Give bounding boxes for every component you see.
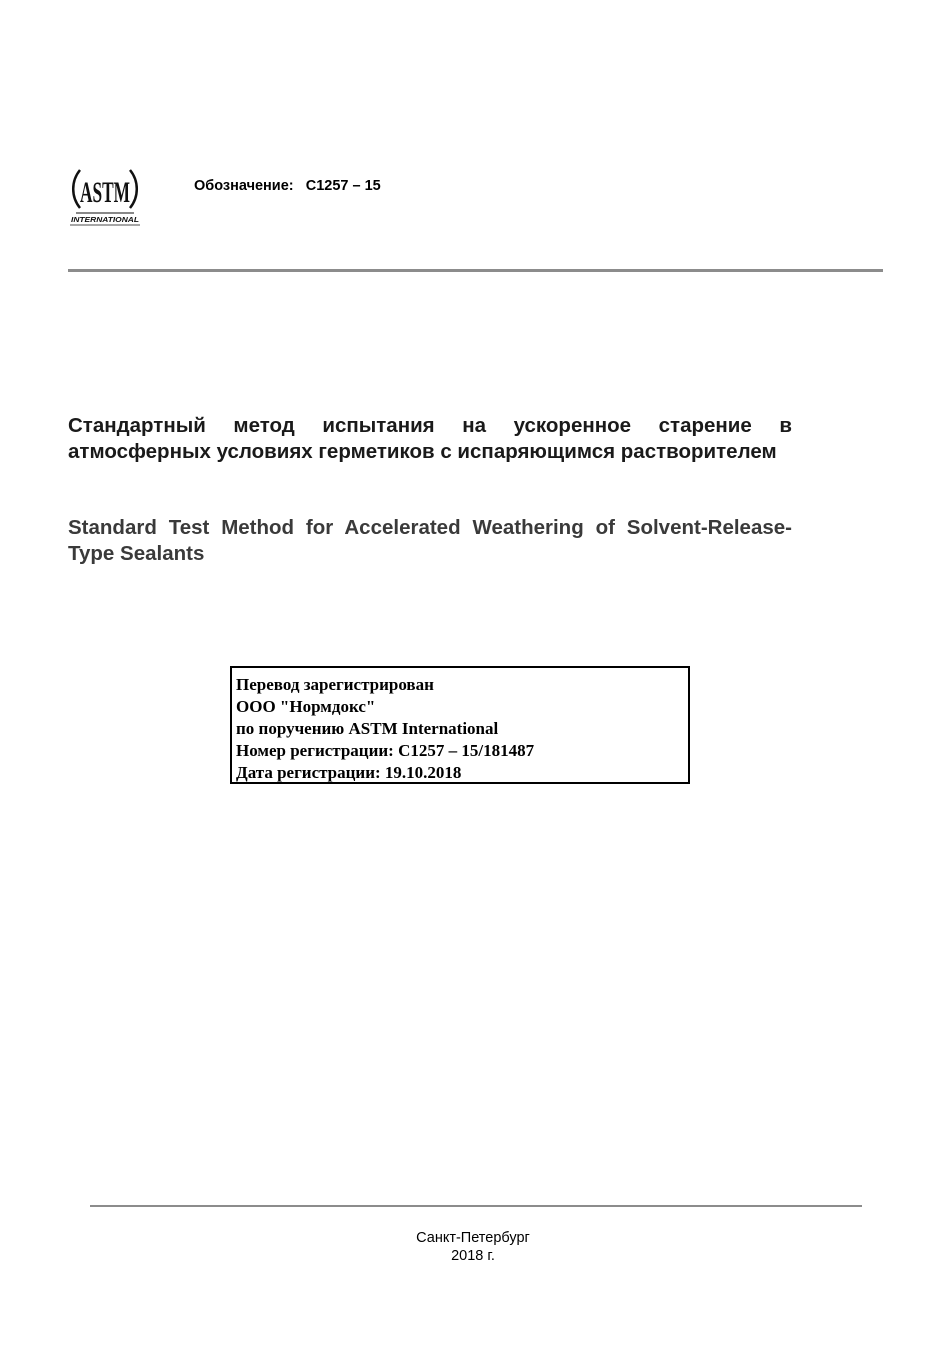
title-russian: Стандартный метод испытания на ускоренное старение в атмосферных условиях герметиков с испаряющимся растворителем xyxy=(68,414,792,463)
astm-logo xyxy=(66,158,144,228)
designation-label: Обозначение: xyxy=(194,178,294,194)
registration-box xyxy=(230,666,690,784)
title-english: Standard Test Method for Accelerated Weathering of Solvent-Release-Type Sealants xyxy=(68,516,792,565)
designation-value: C1257 – 15 xyxy=(305,178,381,194)
svg-text:ASTM: ASTM xyxy=(80,176,130,209)
footer-year: 2018 г. xyxy=(451,1248,495,1264)
top-divider xyxy=(68,269,883,272)
registration-date: Дата регистрации: 19.10.2018 xyxy=(236,763,462,782)
registration-line: по поручению ASTM International xyxy=(236,719,499,738)
footer-city: Санкт-Петербург xyxy=(416,1230,530,1246)
registration-line: Перевод зарегистрирован xyxy=(236,675,434,694)
svg-text:INTERNATIONAL: INTERNATIONAL xyxy=(71,215,140,224)
registration-number: Номер регистрации: C1257 – 15/181487 xyxy=(236,741,535,760)
bottom-divider xyxy=(90,1205,862,1207)
footer xyxy=(0,1229,950,1265)
astm-logo-graphic xyxy=(66,158,144,228)
designation xyxy=(194,178,381,194)
registration-line: ООО "Нормдокс" xyxy=(236,697,376,716)
